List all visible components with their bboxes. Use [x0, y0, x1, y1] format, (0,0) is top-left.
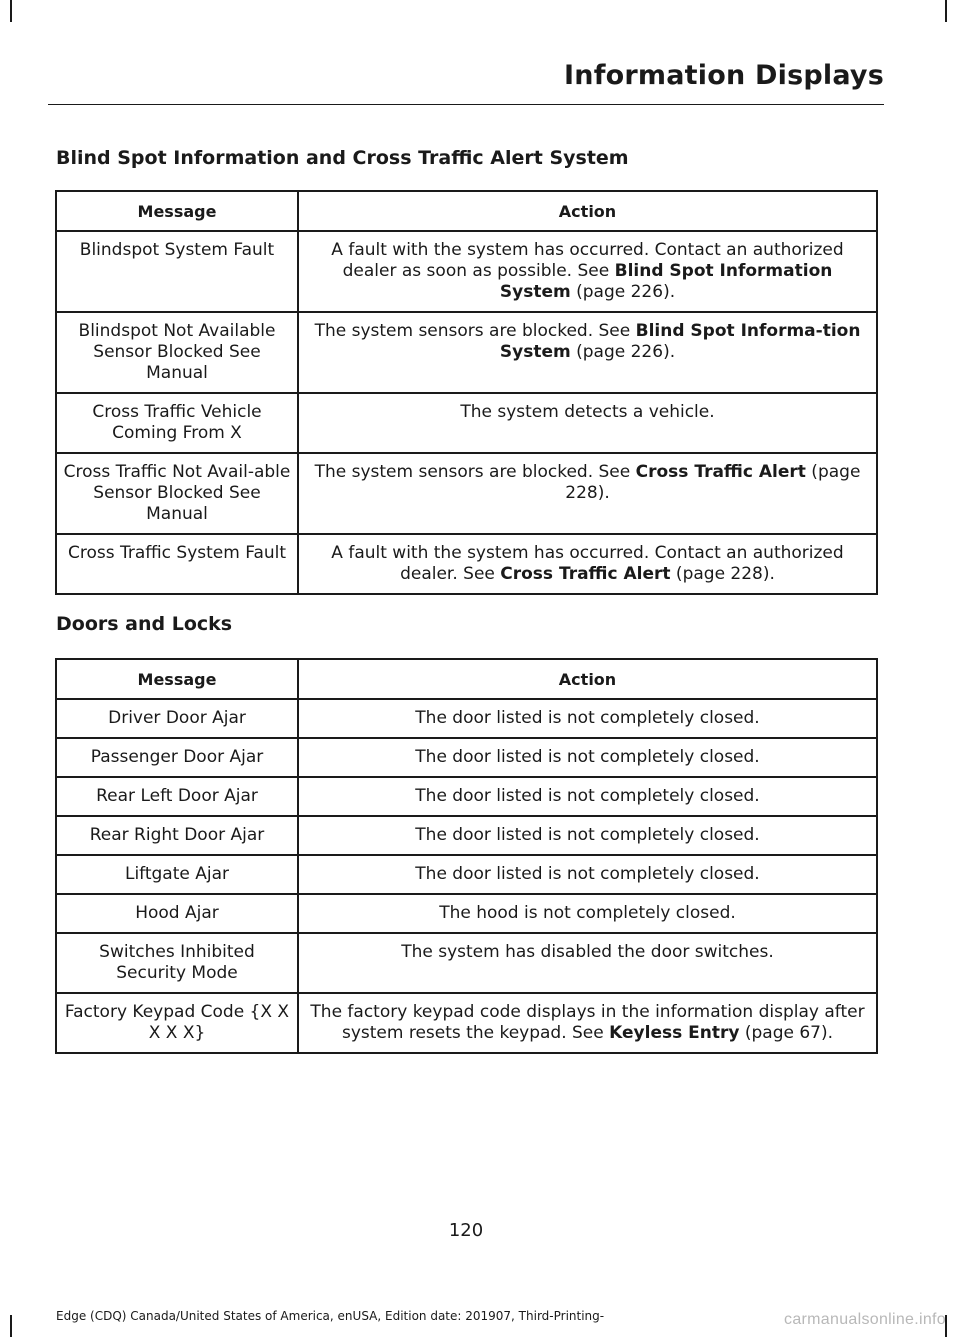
page-title: Information Displays [564, 60, 884, 91]
crop-mark-top-right [945, 0, 947, 22]
blind-spot-table [55, 190, 878, 595]
crop-mark-top-left [10, 0, 12, 22]
action-text: The door listed is not completely closed. [415, 747, 760, 767]
action-cell [298, 453, 877, 534]
action-cell [298, 777, 877, 816]
action-cell [298, 933, 877, 993]
action-text: The door listed is not completely closed. [415, 825, 760, 845]
table-row [56, 534, 877, 594]
header-divider [48, 104, 884, 105]
action-cell [298, 534, 877, 594]
message-cell: Rear Right Door Ajar [56, 816, 298, 855]
message-cell: Cross Traffic System Fault [56, 534, 298, 594]
message-cell: Cross Traffic Vehicle Coming From X [56, 393, 298, 453]
column-header-action: Action [298, 191, 877, 231]
section-title-blind-spot: Blind Spot Information and Cross Traffic Alert System [56, 147, 629, 169]
table-row [56, 933, 877, 993]
message-cell: Hood Ajar [56, 894, 298, 933]
cross-reference-link[interactable]: Cross Traffic Alert [635, 462, 806, 482]
action-text: The door listed is not completely closed. [415, 864, 760, 884]
action-text: The factory keypad code displays in the information display after system resets the keypad. See [310, 1002, 865, 1043]
table-row [56, 312, 877, 393]
table-row [56, 738, 877, 777]
action-text: The system sensors are blocked. See [314, 462, 636, 482]
table-header-row [56, 191, 877, 231]
watermark: carmanualsonline.info [784, 1311, 946, 1328]
column-header-message: Message [56, 659, 298, 699]
message-cell: Liftgate Ajar [56, 855, 298, 894]
action-cell [298, 855, 877, 894]
action-text: The door listed is not completely closed. [415, 708, 760, 728]
page-reference: (page 67). [739, 1023, 834, 1043]
action-cell [298, 993, 877, 1053]
blind-spot-table-body [56, 231, 877, 594]
message-cell: Driver Door Ajar [56, 699, 298, 738]
cross-reference-link[interactable]: Keyless Entry [609, 1023, 740, 1043]
crop-mark-bottom-left [10, 1315, 12, 1337]
doors-locks-table-body [56, 699, 877, 1053]
column-header-message: Message [56, 191, 298, 231]
cross-reference-link[interactable]: Cross Traffic Alert [500, 564, 671, 584]
doors-locks-table [55, 658, 878, 1054]
page-reference: (page 228). [670, 564, 775, 584]
action-cell [298, 231, 877, 312]
table-row [56, 393, 877, 453]
action-cell [298, 816, 877, 855]
page-reference: (page 226). [570, 282, 676, 302]
action-cell [298, 699, 877, 738]
table-row [56, 453, 877, 534]
action-text: A fault with the system has occurred. Contact an authorized dealer as soon as possible. See [331, 240, 844, 281]
table-row [56, 993, 877, 1053]
table-row [56, 816, 877, 855]
action-cell [298, 393, 877, 453]
table-row [56, 777, 877, 816]
action-text: The door listed is not completely closed. [415, 786, 760, 806]
page-reference: (page 226). [570, 342, 676, 362]
edition-footer: Edge (CDQ) Canada/United States of America, enUSA, Edition date: 201907, Third-Printing- [56, 1309, 605, 1323]
message-cell: Blindspot System Fault [56, 231, 298, 312]
action-text: The system detects a vehicle. [460, 402, 715, 422]
page-reference: (page 228). [565, 462, 861, 503]
section-title-doors-locks: Doors and Locks [56, 613, 233, 635]
message-cell: Passenger Door Ajar [56, 738, 298, 777]
action-text: The system sensors are blocked. See [314, 321, 636, 341]
action-text: A fault with the system has occurred. Contact an authorized dealer. See [331, 543, 844, 584]
action-cell [298, 738, 877, 777]
table-row [56, 855, 877, 894]
table-row [56, 894, 877, 933]
cross-reference-link[interactable]: Blind Spot Informa-tion System [499, 321, 861, 362]
message-cell: Switches Inhibited Security Mode [56, 933, 298, 993]
message-cell: Rear Left Door Ajar [56, 777, 298, 816]
page-number: 120 [448, 1220, 484, 1241]
table-row [56, 699, 877, 738]
table-row [56, 231, 877, 312]
message-cell: Blindspot Not Available Sensor Blocked See Manual [56, 312, 298, 393]
action-cell [298, 312, 877, 393]
table-header-row [56, 659, 877, 699]
action-cell [298, 894, 877, 933]
cross-reference-link[interactable]: Blind Spot Information System [499, 261, 833, 302]
action-text: The system has disabled the door switches. [401, 942, 774, 962]
column-header-action: Action [298, 659, 877, 699]
message-cell: Cross Traffic Not Avail-able Sensor Blocked See Manual [56, 453, 298, 534]
message-cell: Factory Keypad Code {X X X X X} [56, 993, 298, 1053]
action-text: The hood is not completely closed. [439, 903, 736, 923]
